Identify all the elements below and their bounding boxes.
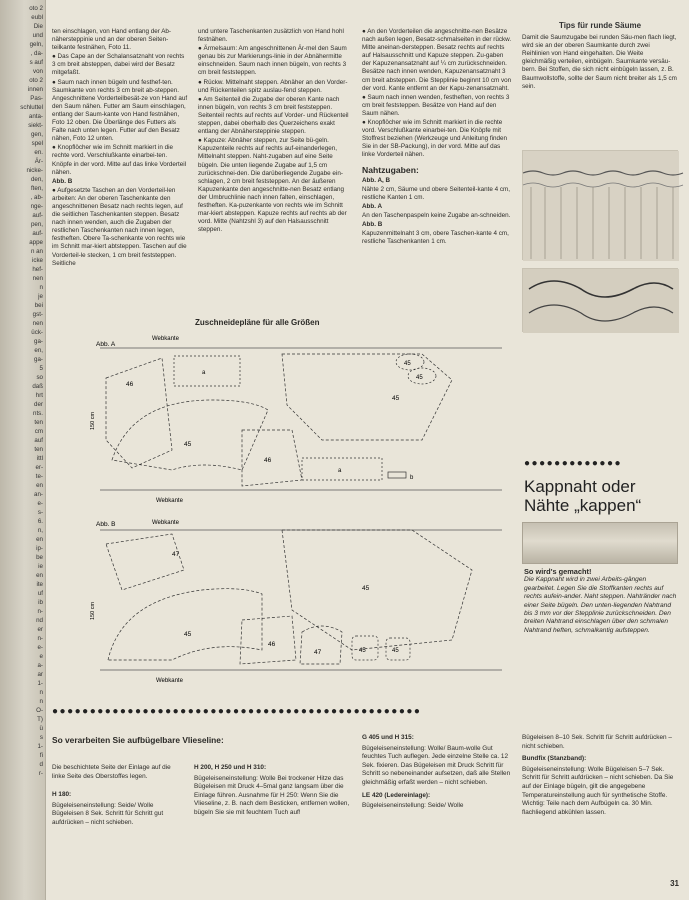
gutter-fragment: auf- — [32, 212, 43, 219]
piece-number: 46 — [264, 457, 272, 464]
gutter-fragment: daß — [32, 383, 43, 390]
gutter-fragment: den, — [30, 176, 43, 183]
gutter-fragment: appe — [29, 239, 43, 246]
gutter-fragment: ip- — [36, 545, 43, 552]
tips-box — [522, 22, 678, 92]
vlies-h180-text: Bügeleiseneinstellung: Seide/ Wolle Bügeleisen 8 Sek. Schritt für Schritt gut aufdrücken – nicht schieben. — [52, 801, 164, 826]
piece-number: 45 — [392, 395, 400, 402]
piece-number: 46 — [126, 381, 134, 388]
gutter-fragment: ib — [38, 599, 43, 606]
vlies-col-1 — [52, 764, 184, 830]
gutter-fragment: s auf — [29, 59, 43, 66]
piece-number: 45 — [404, 361, 411, 367]
gutter-fragment: O- — [36, 707, 43, 714]
pattern-piece — [108, 589, 262, 660]
page-number: 31 — [670, 879, 679, 888]
gutter-fragment: n — [39, 284, 43, 291]
gutter-fragment: s — [39, 734, 43, 741]
gutter-fragment: nts. — [33, 410, 43, 417]
naht-text: Nähte 2 cm, Säume und obere Seitenteil-kante 4 cm, restliche Kanten 1 cm. — [362, 185, 511, 201]
gutter-fragment: nd — [36, 617, 43, 624]
gutter-fragment: 1- — [37, 743, 43, 750]
pattern-piece — [388, 472, 406, 478]
gutter-fragment: bei — [34, 302, 43, 309]
vlies-col4-top: Bügeleisen 8–10 Sek. Schritt für Schritt aufdrücken – nicht schieben. — [522, 734, 672, 750]
gutter-fragment: spel — [31, 140, 43, 147]
paragraph-heading: Abb. B — [52, 177, 73, 185]
gutter-fragment: en. — [34, 149, 43, 156]
gutter-fragment: en — [36, 536, 43, 543]
gutter-fragment: nen — [32, 320, 43, 327]
gutter-fragment: , ab- — [30, 194, 43, 201]
gutter-fragment: n an — [30, 248, 43, 255]
pattern-piece — [174, 356, 240, 386]
width-label-b: 150 cm — [90, 601, 96, 620]
paragraph: ● Das Cape an der Schalansatznaht von rechts 3 cm breit absteppen, dabei wird der Besatz mitgefaßt. — [52, 53, 185, 77]
gutter-fragment: ie — [38, 563, 43, 570]
gathered-hem-illustration — [523, 151, 679, 261]
gutter-fragment: eubl — [31, 14, 43, 21]
paragraph: ● Rückw. Mittelnaht steppen. Abnäher an den Vorder- und Rückenteilen spitz auslau-fend steppen. — [198, 78, 348, 94]
gutter-fragment: uf — [37, 590, 43, 597]
webkante-top-a: Webkante — [152, 336, 179, 342]
pattern-piece — [282, 530, 472, 650]
gutter-fragment: nge- — [30, 203, 43, 210]
gutter-fragment: ga- — [34, 356, 43, 363]
pattern-piece — [282, 354, 452, 440]
gutter-fragment: hrt — [35, 392, 43, 399]
piece-letter: b — [410, 475, 414, 481]
layout-b — [90, 520, 502, 684]
paragraph: ● An den Vorderteilen die angeschnitte-nen Besätze nach außen legen, Besatz-schmalseiten in der rückw. Mitte aneinan-dersteppen. Besatz rechts auf rechts auf Halsausschnitt und Kapuze steppen. Zu-gaben der Kapuzenansatznaht auf ¼ cm zurückschneiden. Besätze nach innen wenden, Kapuzenansatznaht 3 cm breit absteppen. Die Stepplinie beginnt 10 cm von der vord. Kante entfernt an der Kapu-zenansatznaht. — [362, 28, 512, 92]
cutting-layout-title: Zuschneidepläne für alle Größen — [195, 318, 320, 327]
vlies-h200-text: Bügeleiseneinstellung: Wolle Bei trockener Hitze das Bügeleisen mit Druck 4–5mal ganz langsam über die Einlage führen. Ausnahme für H 250: Wenn Sie die Vlieseline, z. B. nach dem Besticken, entfernen wollen, bügeln Sie sie mit feuchtem Tuch auf! — [194, 774, 350, 816]
paragraph: ● Ärmelsaum: Am angeschnittenen Är-mel den Saum genau bis zur Markierungs-linie in der Abnähermitte einschneiden. Saum nach innen bügeln, von rechts 3 cm breit feststeppen. — [198, 45, 347, 77]
paragraph: ● Knopflöcher wie im Schnitt markiert in die rechte vord. Verschlußkante einarbei-ten. Knöpfe in der vord. Mitte auf das linke Vorderteil nähen. — [52, 144, 187, 176]
piece-number: 47 — [314, 649, 322, 656]
pattern-piece — [106, 358, 172, 468]
paragraph: ten einschlagen, von Hand entlang der Ab-nähersteppinie und an der oberen Seiten-teilkante festnähen, Foto 11. — [52, 28, 172, 52]
gutter-fragment: 1- — [37, 680, 43, 687]
gutter-fragment: je — [38, 293, 43, 300]
gutter-fragment: Är- — [34, 158, 43, 165]
paragraph: ● Am Seitenteil die Zugabe der oberen Kante nach innen bügeln, von rechts 3 cm breit feststeppen. Seitenteil rechts auf rechts auf Vorder- und Rückenteil steppen, dabei oberhalb des Querzeichens exakt entlang der Abnähersteppinie steppen. — [198, 95, 349, 136]
gutter-fragment: so — [36, 374, 43, 381]
gutter-fragment: er — [37, 626, 43, 633]
webkante-bottom-a: Webkante — [156, 498, 183, 504]
webkante-bottom-b: Webkante — [156, 678, 183, 684]
paragraph: ● Saum nach innen bügeln und festhef-ten. Saumkante von rechts 3 cm breit ab-steppen. Angeschnittene Vorderteilbesät-ze von Hand auf den Saum nähen. Futter am Saum einschlagen, entlang der Saum-kante von Hand festnähen, Foto 12 oben. Die Überlänge des Futters als Falte nach unten legen. Futter auf den Besatz nähen, Foto 12 unten. — [52, 78, 188, 143]
gutter-fragment: fi — [39, 752, 43, 759]
piece-number: 45 — [392, 648, 399, 654]
vlies-col-2 — [194, 764, 354, 820]
dot-divider-short: ●●●●●●●●●●●●● — [524, 458, 623, 469]
gutter-fragment: anta- — [28, 113, 43, 120]
gutter-fragment: ück- — [31, 329, 43, 336]
naht-text: An den Taschenpaspeln keine Zugabe an-schneiden. — [362, 211, 511, 219]
vlies-le420-title: LE 420 (Ledereinlage): — [362, 791, 431, 799]
gutter-fragment: hef- — [32, 266, 43, 273]
vlies-col-4 — [522, 734, 678, 819]
gutter-fragment: Die — [33, 23, 43, 30]
gutter-fragment: nen — [32, 275, 43, 282]
instructions-column-2 — [198, 28, 354, 235]
gutter-fragment: n — [39, 689, 43, 696]
tips-text: Damit die Saumzugabe bei runden Säu-men flach liegt, wird sie an der oberen Saumkante durch zwei Reihlinien von Hand eingehalten. Die Weite gleichmäßig verteilen, einbügeln. Saumkante versäu-bern. Bei Stoffen, die sich nicht einbügeln lassen, z. B. Baumwollstoffe, sollte der Saum nicht breiter als 1,5 cm sein. — [522, 34, 677, 90]
hem-photo-top — [522, 150, 678, 260]
pattern-piece — [106, 534, 184, 590]
piece-number: 46 — [268, 641, 276, 648]
cutting-layouts — [92, 330, 512, 695]
gutter-fragment: ga- — [34, 338, 43, 345]
gutter-fragment: s- — [37, 509, 43, 516]
gutter-fragment: n — [39, 698, 43, 705]
tips-heading: Tips für runde Säume — [558, 21, 642, 30]
naht-abb: Abb. B — [362, 221, 383, 229]
gutter-fragment: be — [36, 554, 43, 561]
gutter-fragment: n- — [37, 608, 43, 615]
gutter-fragment: innen — [27, 86, 43, 93]
pattern-piece — [242, 430, 302, 486]
gutter-fragment: ten — [34, 446, 43, 453]
gutter-fragment: oto 2 — [29, 77, 43, 84]
gutter-fragment: ften, — [30, 185, 43, 192]
gutter-fragment: d — [39, 761, 43, 768]
gutter-fragment: te- — [35, 473, 43, 480]
piece-number: 45 — [359, 648, 366, 654]
gutter-fragment: Pas- — [30, 95, 43, 102]
nahtzugaben-heading: Nahtzugaben: — [362, 164, 419, 175]
gutter-fragment: gen, — [30, 131, 43, 138]
gutter-fragment: auf — [34, 437, 43, 444]
gutter-fragment: en — [36, 572, 43, 579]
piece-number: 45 — [184, 441, 192, 448]
abb-a-label: Abb. A — [96, 341, 116, 348]
naht-abb: Abb. A — [362, 202, 383, 210]
gutter-fragment: schluttel — [20, 104, 43, 111]
loop-stitch-illustration — [523, 269, 679, 333]
paragraph: ● Saum nach innen wenden, festheften, von rechts 3 cm breit feststeppen. Besätze von Hand auf den Saum nähen. — [362, 93, 510, 117]
gutter-fragment: ar — [37, 671, 43, 678]
kappnaht-title: Kappnaht oder Nähte „kappen“ — [524, 477, 642, 515]
gutter-fragment: icke — [31, 257, 43, 264]
gutter-fragment: auf- — [32, 230, 43, 237]
gutter-fragment: und — [32, 32, 43, 39]
gutter-fragment: siekt- — [28, 122, 43, 129]
piece-letter: a — [202, 370, 206, 376]
piece-letter: a — [338, 468, 342, 474]
instructions-column-1 — [52, 28, 188, 269]
gutter-fragment: T) — [37, 716, 43, 723]
paragraph: und untere Taschenkanten zusätzlich von Hand hohl festnähen. — [198, 28, 344, 44]
vlies-col-3 — [362, 734, 514, 813]
gutter-fragment: an- — [34, 491, 43, 498]
previous-page-gutter — [0, 0, 46, 900]
gutter-fragment: er- — [35, 464, 43, 471]
gutter-fragment: 5 — [39, 365, 43, 372]
gutter-fragment: n- — [37, 635, 43, 642]
gutter-fragment: pen, — [30, 221, 43, 228]
paragraph: ● Aufgesetzte Taschen an den Vorderteil-len arbeiten: An der oberen Taschenkante den angeschnittenen Besatz nach rechts legen, auf die seitlichen Taschenkanten steppen. Besatz nach innen wenden, auch die Zugaben der restlichen Taschenkanten nach innen legen, festheften. Obere Ta-schenkante von rechts wie im Schnitt mar-kiert abtsteppen. Taschen auf die Vorderteil-le stecken, 1 cm breit feststeppen. Seitliche — [52, 186, 187, 267]
vlies-g405-title: G 405 und H 315: — [362, 734, 414, 741]
naht-abb: Abb. A, B — [362, 176, 391, 184]
abb-b-label: Abb. B — [96, 521, 116, 528]
gutter-fragment: der — [34, 401, 43, 408]
piece-number: 45 — [184, 631, 192, 638]
gutter-fragment: r- — [38, 770, 43, 777]
vlies-bundfix-text: Bügeleiseneinstellung: Wolle Bügeleisen 5–7 Sek. Schritt für Schritt aufdrücken – nicht schieben. Da Sie auf der Einlage bügeln, gilt die angegebene Temperatureinstellung auch für synthetische Stoffe. Wichtig: Teile nach dem Aufbügeln ca. 30 Min. flachliegend abkühlen lassen. — [522, 765, 674, 816]
vlies-h200-title: H 200, H 250 und H 310: — [194, 764, 267, 771]
kappnaht-photo — [522, 522, 678, 564]
layout-a — [90, 336, 502, 504]
gutter-fragment: cm — [34, 428, 43, 435]
vlies-le420-text: Bügeleiseneinstellung: Seide/ Wolle — [362, 802, 464, 810]
pattern-piece — [300, 626, 342, 664]
gutter-fragment: 6. — [37, 518, 43, 525]
paragraph: ● Kapuze: Abnäher steppen, zur Seite bü-geln. Kapuzenteile rechts auf rechts auf-einanderlegen, Mittelnaht steppen. Naht-zugaben auf eine Seite bügeln. Die unten liegende Zugabe auf 1,5 cm zurückschnei-den. Die darüberliegende Zugabe ein-schlagen, 2 cm breit feststeppen. An der äußeren Kapuzenkante den angeschnitte-nen Besatz entlang der Umbruchlinie nach innen falten, einschlagen, festheften. Ka-puzenkante von rechts wie im Schnitt mar-kiert absteppen. Kapuze rechts auf rechts ab der vord. Mitte (Nahtzshl 3) auf den Halsausschnitt steppen. — [198, 137, 347, 234]
gutter-fragment: ittl — [36, 455, 43, 462]
pattern-piece — [112, 400, 268, 470]
vlies-bundfix-title: Bundfix (Stanzband): — [522, 755, 587, 763]
gutter-fragment: ten — [34, 419, 43, 426]
gutter-fragment: ü — [39, 725, 43, 732]
piece-number: 47 — [172, 551, 180, 558]
gutter-fragment: e- — [37, 500, 43, 507]
gutter-fragment: nicke- — [26, 167, 43, 174]
gutter-fragment: oto 2 — [29, 5, 43, 12]
vlieseline-heading: So verarbeiten Sie aufbügelbare Vlieseline: — [52, 735, 224, 745]
webkante-top-b: Webkante — [152, 520, 179, 526]
paragraph: ● Knopflöcher wie im Schnitt markiert in die rechte vord. Verschlußkante einarbei-ten. Die Knöpfe mit Stoffrest beziehen (Werkzeuge und Anleitung finden Sie in der SB-Packung), in der vord. Mitte auf das linke Vorderteil nähen. — [362, 119, 508, 159]
vlies-g405-text: Bügeleiseneinstellung: Wolle/ Baum-wolle Gut feuchtes Tuch auflegen. Jede einzelne Stelle ca. 12 Sek. fixieren. Das Bügeleisen mit Druck Schritt für Schritt so nebeneinander aufsetzen, daß alle Stellen gleichmäßig erfaßt werden – nicht schieben. — [362, 744, 511, 786]
cutting-layout-svg — [92, 330, 512, 690]
vlies-intro: Die beschichtete Seite der Einlage auf die linke Seite des Oberstoffes legen. — [52, 764, 171, 780]
gutter-fragment: a- — [37, 662, 43, 669]
dot-divider-long: ●●●●●●●●●●●●●●●●●●●●●●●●●●●●●●●●●●●●●●●●●●●●●●●●● — [52, 706, 422, 717]
pattern-piece — [302, 458, 382, 480]
gutter-fragment: n, — [37, 527, 43, 534]
width-label-a: 150 cm — [90, 411, 96, 430]
gutter-fragment: ite — [36, 581, 43, 588]
gutter-fragment: en, — [34, 347, 43, 354]
gutter-fragment: geln, — [29, 41, 43, 48]
hem-photo-bottom — [522, 268, 678, 332]
gutter-fragment: von — [33, 68, 43, 75]
gutter-fragment: gst- — [32, 311, 43, 318]
naht-text: Kapuzenmittelnaht 3 cm, obere Taschen-kante 4 cm, restliche Taschenkanten 1 cm. — [362, 230, 509, 246]
gutter-fragment: en — [36, 482, 43, 489]
piece-number: 45 — [362, 585, 370, 592]
kappnaht-instructions: Die Kappnaht wird in zwei Arbeits-gängen gearbeitet. Legen Sie die Stoffkanten rechts auf rechts aufein-ander. Naht steppen. Nahtränder nach einer Seite bügeln. Den unten-liegenden Nahtrand bis 3 mm vor der Stepplinie zurückschneiden. Den breiten Nahtrand einschlagen über den schmalen Nahtrand heften, schmalkantig aufsteppen. — [524, 576, 677, 634]
pattern-piece — [240, 616, 296, 664]
piece-number: 45 — [416, 375, 423, 381]
gutter-fragment: e — [39, 653, 43, 660]
instructions-column-3 — [362, 28, 514, 247]
gutter-fragment: , da- — [30, 50, 43, 57]
gutter-fragment: e- — [37, 644, 43, 651]
kappnaht-text-block — [524, 568, 678, 635]
kappnaht-heading: So wird's gemacht! — [524, 567, 592, 576]
vlies-h180-title: H 180: — [52, 791, 72, 799]
